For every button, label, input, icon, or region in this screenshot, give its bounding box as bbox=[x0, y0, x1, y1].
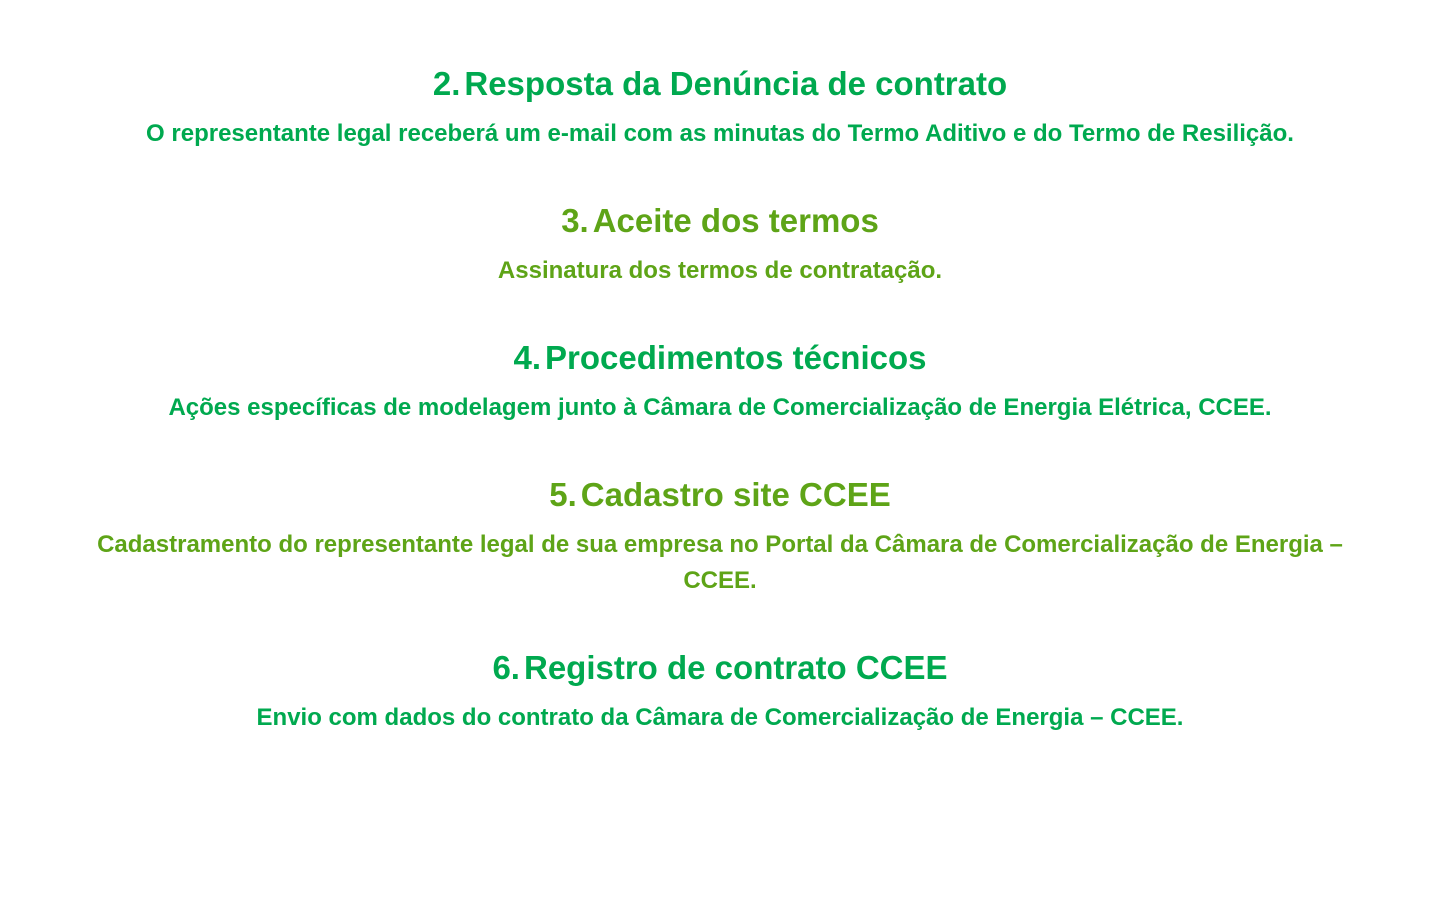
step-number: 3. bbox=[561, 202, 589, 239]
step-number: 6. bbox=[492, 649, 520, 686]
step-description: Assinatura dos termos de contratação. bbox=[497, 257, 943, 284]
step-item bbox=[0, 64, 1440, 152]
step-title-text: Procedimentos técnicos bbox=[545, 339, 927, 376]
step-item bbox=[0, 475, 1440, 599]
step-title-text: Resposta da Denúncia de contrato bbox=[464, 65, 1008, 102]
step-number: 2. bbox=[432, 65, 461, 102]
step-description: Envio com dados do contrato da Câmara de Comercialização de Energia – CCEE. bbox=[256, 704, 1184, 731]
step-description: Cadastramento do representante legal de sua empresa no Portal da Câmara de Comercialização de Energia – CCEE. bbox=[97, 531, 1343, 594]
step-title bbox=[0, 201, 1440, 241]
step-number: 5. bbox=[549, 476, 577, 513]
step-title-text: Registro de contrato CCEE bbox=[523, 649, 948, 686]
step-title bbox=[0, 475, 1440, 515]
step-item bbox=[0, 338, 1440, 426]
step-description: Ações específicas de modelagem junto à Câmara de Comercialização de Energia Elétrica, CCEE. bbox=[168, 394, 1272, 421]
step-number: 4. bbox=[513, 339, 542, 376]
step-title bbox=[0, 338, 1440, 378]
step-title-text: Aceite dos termos bbox=[592, 202, 879, 239]
step-item bbox=[0, 648, 1440, 736]
step-title bbox=[0, 648, 1440, 688]
step-description: O representante legal receberá um e-mail com as minutas do Termo Aditivo e do Termo de Resilição. bbox=[146, 120, 1294, 147]
step-item bbox=[0, 201, 1440, 289]
step-title-text: Cadastro site CCEE bbox=[580, 476, 891, 513]
step-title bbox=[0, 64, 1440, 104]
steps-list bbox=[0, 64, 1440, 736]
